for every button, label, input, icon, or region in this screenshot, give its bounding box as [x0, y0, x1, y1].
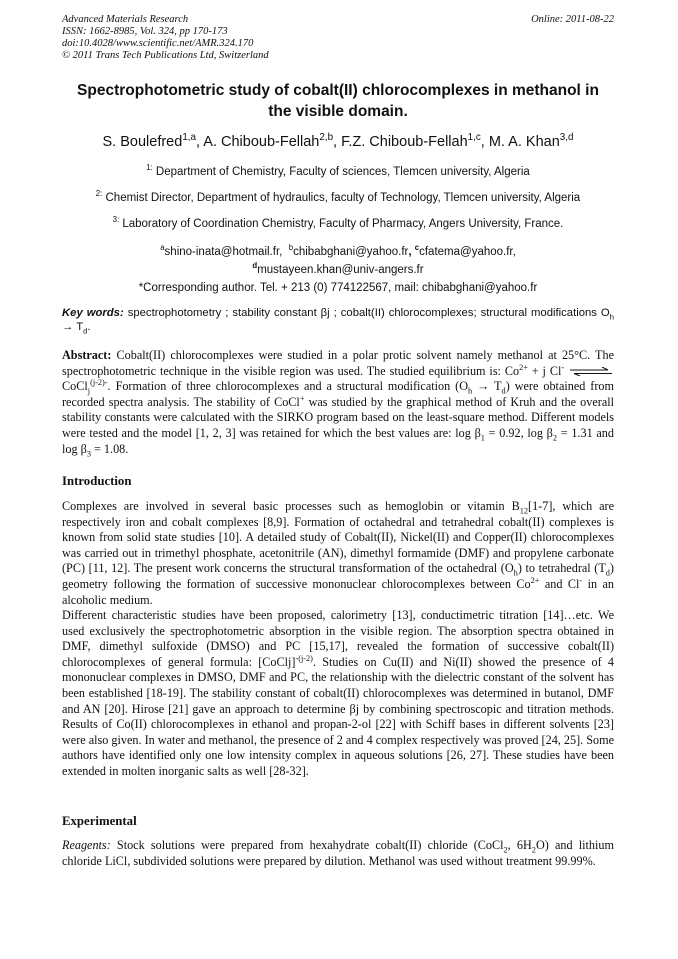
title-line-1: Spectrophotometric study of cobalt(II) chlorocomplexes in methanol in: [77, 82, 599, 99]
author-2-sup: 2,b: [319, 132, 334, 144]
abstract-label: Abstract:: [62, 348, 112, 362]
doi-line: doi:10.4028/www.scientific.net/AMR.324.170: [62, 38, 254, 49]
author-3-sup: 1,c: [467, 132, 481, 144]
abstract: Abstract: Cobalt(II) chlorocomplexes were studied in a polar protic solvent namely methanol at 25°C. The spectrophotometric technique in the visible region was used. The studied equilibrium is: $Co^{2+} + j$ Cl- CoCl$_j^{(j-2)-}$. Formation of three chlorocomplexes and a structural modification $(O_h \to T_d)$ were obtained from recorded spectra analysis. The stability of CoCl+ was studied by the graphical method of Kruh and the overall stability constants were calculated with the SIRKO program based on the least-square method. Different models were tested and the model [1, 2, 3] was retained for which the best values are: $\log \beta_1 = 0.92$, $\log \beta_2 = 1.31$ and $\log \beta_3 = 1.08$.: [62, 348, 614, 458]
introduction-paragraph-2: Different characteristic studies have been proposed, calorimetry [13], conductimetric titration [14]…etc. We used exclusively the spectrophotometric absorption in the visible region. The absorption spectra obtained in DMF, dimethyl sulfoxide (DMSO) and PC [15,17], revealed the formation of successive cobalt(II) chlorocomplexes of general formula: [CoClj]$^{-(j-2)}$. Studies on Cu(II) and Ni(II) showed the presence of 4 mononuclear complexes in DMSO, DMF and PC, the relationship with the dielectric constant of the solvent has been established [18-19]. The stability constant of cobalt(II) chlorocomplexes was determined in butanol, DMF and AN [20]. Hirose [21] gave an approach to determine βj by combining spectroscopic and titration methods. Results of Co(II) chlorocomplexes in ethanol and propan-2-ol [22] with Schiff bases in different solvents [23] were also given. In water and methanol, the presence of 2 and 4 complex respectively was proved [24, 25]. Some authors have identified only one low intensity complex in aqueous solutions [26, 27]. These studies have been extended in molten inorganic salts as well [28-32].: [62, 608, 614, 778]
introduction-heading: Introduction: [62, 474, 132, 488]
paper-title: [62, 80, 614, 122]
affiliation-2-mark: 2:: [95, 189, 103, 199]
affiliation-1-mark: 1:: [146, 163, 153, 173]
reagents-paragraph: Reagents: Stock solutions were prepared from hexahydrate cobalt(II) chloride (CoCl$_2$, $6H_2O$) and lithium chloride LiCl, subdivided solutions were prepared by dilution. Methanol was used without treatment 99.99%.: [62, 838, 614, 868]
author-3: F.Z. Chiboub-Fellah: [341, 134, 468, 150]
affiliation-1: [62, 163, 614, 178]
author-1-sup: 1,a: [182, 132, 197, 144]
equilibrium-arrow-icon: [568, 367, 614, 376]
email-line-1: $^a$shino-inata@hotmail.fr, $^b$chibabghani@yahoo.fr, $^c$cfatema@yahoo.fr,: [160, 243, 516, 258]
author-4-sup: 3,d: [559, 132, 574, 144]
email-b: chibabghani@yahoo.fr: [293, 246, 409, 258]
author-1: S. Boulefred: [102, 134, 183, 150]
affiliation-2: [62, 189, 614, 204]
title-line-2: the visible domain.: [268, 103, 408, 120]
issn-line: ISSN: 1662-8985, Vol. 324, pp 170-173: [62, 26, 228, 37]
author-4: M. A. Khan: [488, 134, 560, 150]
keywords: Key words: spectrophotometry ; stability constant βj ; cobalt(II) chlorocomplexes; structural modifications $O_h \to T_d$.: [62, 307, 614, 336]
experimental-heading: Experimental: [62, 814, 137, 828]
reagents-label: Reagents:: [62, 838, 111, 852]
keywords-text: spectrophotometry ; stability constant βj ; cobalt(II) chlorocomplexes; structural modifications O: [123, 307, 610, 319]
email-block: [62, 243, 614, 297]
email-d: mustayeen.khan@univ-angers.fr: [257, 264, 424, 276]
author-2: A. Chiboub-Fellah: [203, 134, 320, 150]
affiliation-2-text: Chemist Director, Department of hydraulics, faculty of Technology, Tlemcen university, Algeria: [105, 192, 581, 204]
introduction-paragraph-1: Complexes are involved in several basic processes such as hemoglobin or vitamin $B_{12}[1-7]$, which are respectively iron and cobalt complexes [8,9]. Formation of octahedral and tetrahedral cobalt(II) complexes is known from solid state studies [10]. A detailed study of Cobalt(II), Nickel(II) and Copper(II) chlorocomplexes was carried out in trimethyl phosphate, acetonitrile (AN), dimethyl formamide (DMF) and propylene carbonate (PC) [11, 12]. The present work concerns the structural transformation of the octahedral $(O_h)$ to tetrahedral $(T_d)$ geometry following the formation of successive mononuclear chlorocomplexes between $Co^{2+}$ and Cl- in an alcoholic medium.: [62, 499, 614, 607]
corresponding-author: *Corresponding author. Tel. + 213 (0) 774122567, mail: chibabghani@yahoo.fr: [138, 282, 538, 294]
affiliation-3: [62, 215, 614, 230]
email-line-2: $^d$mustayeen.khan@univ-angers.fr: [252, 261, 424, 276]
keywords-label: Key words:: [62, 307, 124, 319]
copyright-line: © 2011 Trans Tech Publications Ltd, Switzerland: [62, 50, 269, 61]
email-c: cfatema@yahoo.fr,: [419, 246, 516, 258]
journal-name: Advanced Materials Research: [62, 14, 189, 25]
author-list: S. Boulefred$^{1,a}$, A. Chiboub-Fellah$^{2,b}$, F.Z. Chiboub-Fellah$^{1,c}$, M. A. Khan$^{3,d}$: [102, 132, 574, 150]
affiliation-3-text: Laboratory of Coordination Chemistry, Faculty of Pharmacy, Angers University, France.: [122, 218, 564, 230]
affiliation-1-text: Department of Chemistry, Faculty of sciences, Tlemcen university, Algeria: [155, 166, 530, 178]
journal-header: [62, 14, 614, 62]
affiliation-3-mark: 3:: [112, 215, 120, 225]
online-date: Online: 2011-08-22: [531, 14, 614, 25]
email-a: shino-inata@hotmail.fr,: [164, 246, 283, 258]
